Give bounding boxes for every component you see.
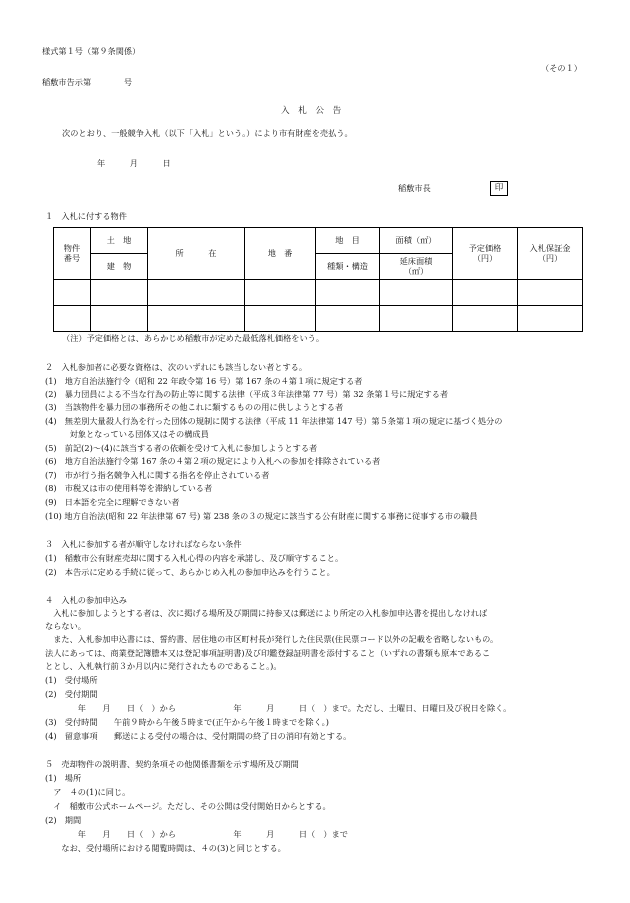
- list-item: (1) 場所: [45, 773, 82, 783]
- paragraph-line: 入札に参加しようとする者は、次に掲げる場所及び期間に持参又は郵送により所定の入札参加申込書を提出しなければ: [45, 608, 488, 618]
- list-item: (3) 当該物件を暴力団の事務所その他これに類するものの用に供しようとする者: [45, 402, 344, 412]
- list-item: (6) 地方自治法施行令第 167 条の４第２項の規定により入札への参加を排除されている者: [45, 456, 381, 466]
- list-item: (9) 日本語を完全に理解できない者: [45, 497, 180, 507]
- list-item: (2) 暴力団員による不当な行為の防止等に関する法律（平成３年法律第 77 号）第 32 条第１号に規定する者: [45, 389, 449, 399]
- table-row: [54, 280, 583, 306]
- list-item: (2) 期間: [45, 815, 82, 825]
- list-item: ア ４の(1)に同じ。: [45, 787, 131, 797]
- header-floor-area: 延床面積 （㎡）: [380, 254, 453, 280]
- list-item: (1) 稲敷市公有財産売却に関する入札心得の内容を承諾し、及び順守すること。: [45, 553, 344, 563]
- list-item: (7) 市が行う指名競争入札に関する指名を停止されている者: [45, 470, 270, 480]
- header-deposit: 入札保証金 （円）: [518, 228, 583, 280]
- table-row: [54, 306, 583, 332]
- page-part-label: （その１）: [541, 63, 582, 73]
- paragraph-line: なお、受付場所における閲覧時間は、４の(3)と同じとする。: [45, 843, 286, 853]
- header-item-number: 物件 番号: [54, 228, 91, 280]
- list-item: (3) 受付時間 午前９時から午後５時まで(正午から午後１時までを除く。): [45, 717, 329, 727]
- list-item: (2) 本告示に定める手続に従って、あらかじめ入札の参加申込みを行うこと。: [45, 567, 335, 577]
- section2-heading: ２ 入札参加者に必要な資格は、次のいずれにも該当しない者とする。: [45, 362, 308, 372]
- list-item: (4) 無差別大量殺人行為を行った団体の規制に関する法律（平成 11 年法律第 147 号）第５条第１項の規定に基づく処分の: [45, 416, 503, 426]
- table-note: （注）予定価格とは、あらかじめ稲敷市が定めた最低落札価格をいう。: [62, 333, 325, 343]
- list-item: (4) 留意事項 郵送による受付の場合は、受付期間の終了日の消印有効とする。: [45, 731, 352, 741]
- paragraph-line: 年 月 日（ ）から 年 月 日（ ）まで: [45, 829, 348, 839]
- section4-heading: ４ 入札の参加申込み: [45, 595, 127, 605]
- list-item: (10) 地方自治法(昭和 22 年法律第 67 号) 第 238 条の３の規定に該当する公有財産に関する事務に従事する市の職員: [45, 511, 478, 521]
- intro-text: 次のとおり、一般競争入札（以下「入札」という。）により市有財産を売払う。: [62, 128, 353, 138]
- paragraph-line: ならない。: [45, 621, 86, 631]
- seal-box: 印: [490, 181, 508, 196]
- notice-number: 稲敷市告示第 号: [42, 77, 133, 87]
- form-number: 様式第１号（第９条関係）: [42, 46, 141, 56]
- list-item: (5) 前記(2)～(4)に該当する者の依頼を受けて入札に参加しようとする者: [45, 443, 318, 453]
- date-line: 年 月 日: [97, 158, 171, 168]
- list-item: イ 稲敷市公式ホームページ。ただし、その公開は受付開始日からとする。: [45, 801, 331, 811]
- header-building: 建 物: [91, 254, 148, 280]
- page-title: 入 札 公 告: [281, 106, 342, 116]
- paragraph-line: 年 月 日（ ）から 年 月 日（ ）まで。ただし、土曜日、日曜日及び祝日を除く。: [45, 703, 512, 713]
- header-planned-price: 予定価格 （円）: [453, 228, 518, 280]
- mayor-label: 稲敷市長: [398, 183, 431, 193]
- list-item: (8) 市税又は市の使用料等を滞納している者: [45, 483, 213, 493]
- header-location: 所 在: [148, 228, 245, 280]
- section3-heading: ３ 入札に参加する者が順守しなければならない条件: [45, 539, 242, 549]
- paragraph-line: 法人にあっては、商業登記簿謄本又は登記事項証明書)及び印鑑登録証明書を添付すること（いずれの書類も原本であるこ: [45, 648, 491, 658]
- header-land: 土 地: [91, 228, 148, 254]
- paragraph-line: ととし、入札執行前３か月以内に発行されたものであること。)。: [45, 661, 282, 671]
- header-lot-number: 地 番: [245, 228, 316, 280]
- list-item: 対象となっている団体又はその構成員: [45, 429, 209, 439]
- header-land-category: 地 目: [316, 228, 380, 254]
- property-table: [53, 227, 583, 332]
- header-type-structure: 種類・構造: [316, 254, 380, 280]
- list-item: (2) 受付期間: [45, 689, 98, 699]
- paragraph-line: また、入札参加申込書には、誓約書、居住地の市区町村長が発行した住民票(住民票コード以外の記載を省略しないもの。: [45, 634, 499, 644]
- section1-heading: １ 入札に付する物件: [45, 211, 127, 221]
- list-item: (1) 地方自治法施行令（昭和 22 年政令第 16 号）第 167 条の４第１項に規定する者: [45, 376, 363, 386]
- section5-heading: ５ 売却物件の説明書、契約条項その他関係書類を示す場所及び期間: [45, 759, 299, 769]
- list-item: (1) 受付場所: [45, 675, 98, 685]
- header-area: 面積（㎡）: [380, 228, 453, 254]
